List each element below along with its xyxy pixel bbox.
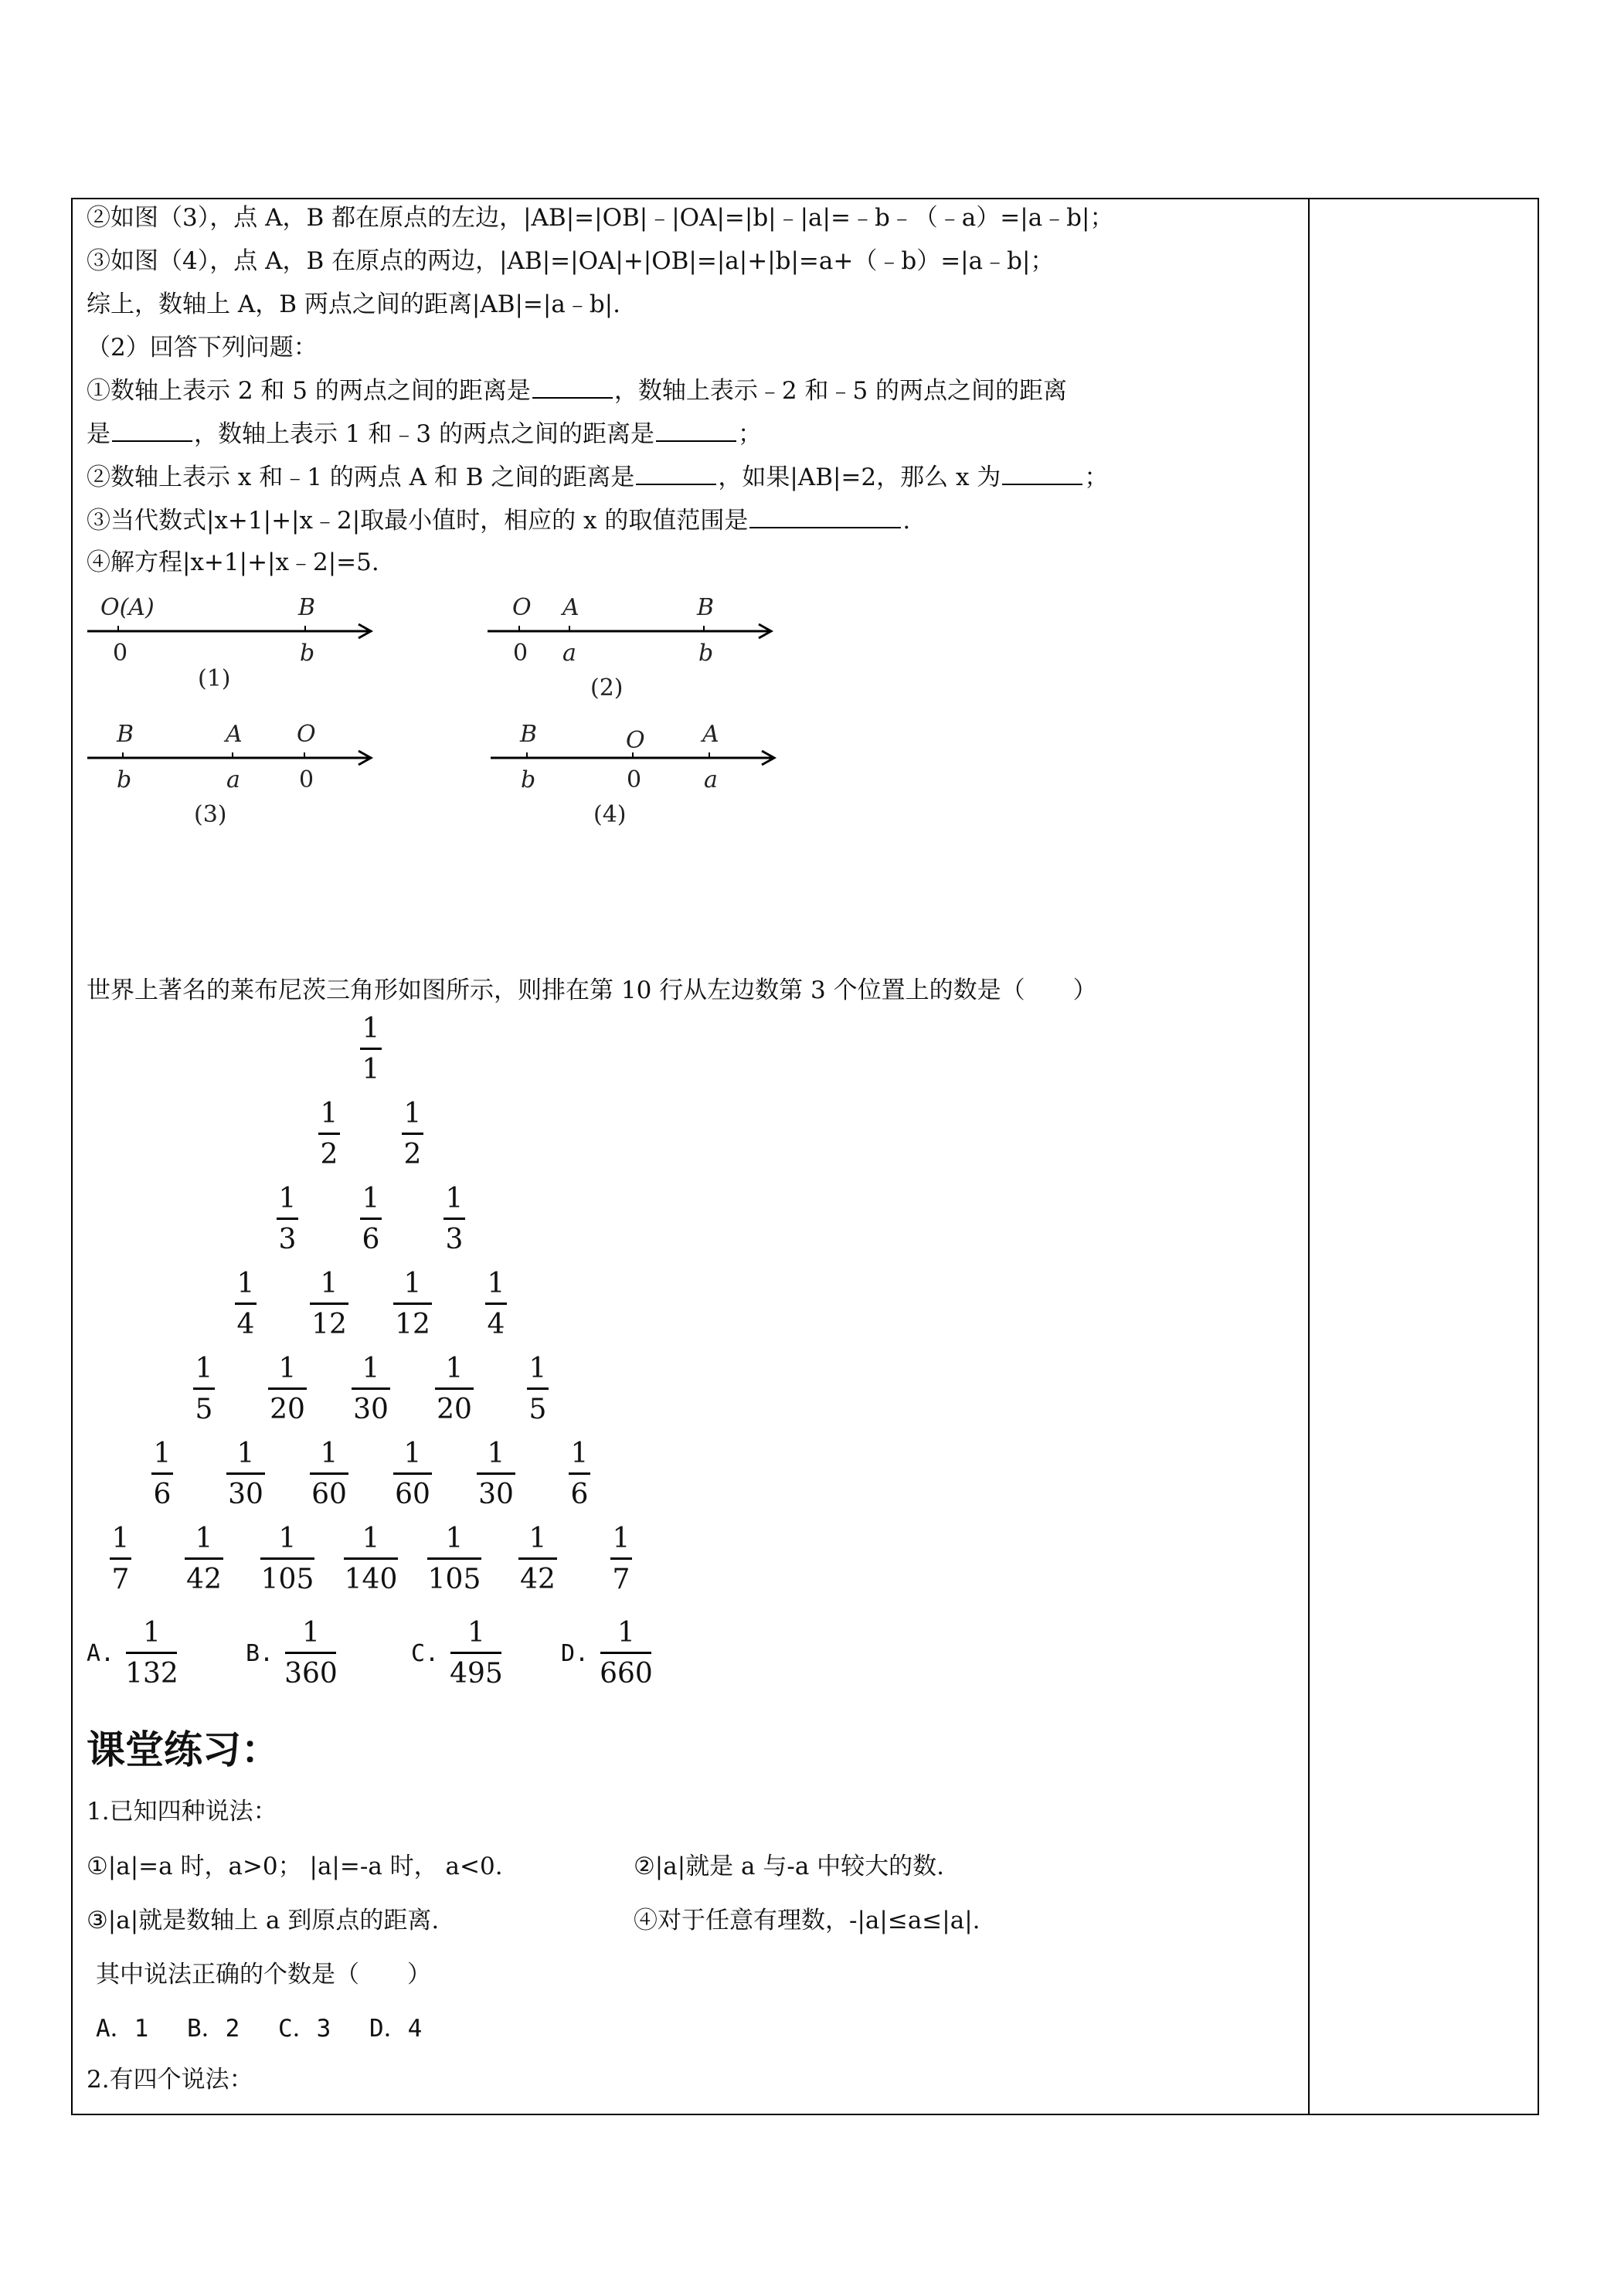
triangle-fraction bbox=[569, 1438, 590, 1510]
denominator: 4 bbox=[236, 1309, 255, 1340]
numerator: 1 bbox=[570, 1438, 589, 1469]
numerator: 1 bbox=[278, 1353, 297, 1384]
denominator: 2 bbox=[403, 1139, 422, 1170]
fraction-bar bbox=[126, 1652, 177, 1654]
value-label: b bbox=[117, 766, 132, 793]
triangle-fraction bbox=[518, 1523, 557, 1595]
denominator: 3 bbox=[278, 1224, 297, 1255]
fraction-bar bbox=[235, 1303, 257, 1305]
fraction bbox=[284, 1618, 338, 1690]
fraction-bar bbox=[393, 1303, 432, 1305]
q1-part-c: 是 bbox=[87, 420, 110, 448]
q2-part-c: ； bbox=[1084, 464, 1109, 491]
denominator: 60 bbox=[311, 1479, 347, 1510]
denominator: 6 bbox=[362, 1224, 380, 1255]
fraction-bar bbox=[600, 1652, 651, 1654]
numerator: 1 bbox=[362, 1353, 380, 1384]
fraction bbox=[600, 1618, 653, 1690]
denominator: 60 bbox=[395, 1479, 430, 1510]
denominator: 132 bbox=[125, 1658, 178, 1690]
triangle-fraction bbox=[344, 1523, 398, 1595]
numerator: 1 bbox=[528, 1523, 547, 1554]
fraction-bar bbox=[527, 1387, 549, 1390]
triangle-fraction bbox=[310, 1438, 348, 1510]
value-label: 0 bbox=[299, 766, 314, 793]
denominator: 5 bbox=[195, 1394, 213, 1425]
diagram-caption: (4) bbox=[593, 801, 627, 828]
fraction-bar bbox=[352, 1387, 390, 1390]
numerator: 1 bbox=[612, 1523, 630, 1554]
point-label: O bbox=[626, 727, 645, 754]
triangle-fraction bbox=[235, 1269, 257, 1340]
denominator: 20 bbox=[437, 1394, 472, 1425]
triangle-fraction bbox=[268, 1353, 307, 1425]
triangle-fraction bbox=[393, 1269, 432, 1340]
fraction-bar bbox=[360, 1048, 382, 1050]
answer-blank[interactable] bbox=[532, 374, 613, 399]
fraction-bar bbox=[569, 1472, 590, 1475]
numerator: 1 bbox=[320, 1098, 338, 1129]
fraction-bar bbox=[260, 1557, 314, 1560]
denominator: 660 bbox=[600, 1658, 653, 1690]
value-label: b bbox=[698, 640, 714, 667]
numerator: 1 bbox=[195, 1353, 213, 1384]
answer-blank[interactable] bbox=[636, 460, 716, 485]
option-label: D. bbox=[561, 1640, 590, 1667]
exercise-1-title: 1.已知四种说法： bbox=[87, 1798, 277, 1826]
denominator: 495 bbox=[450, 1658, 503, 1690]
option-c[interactable] bbox=[411, 1618, 503, 1690]
q1-part-d: ，数轴上表示 1 和﹣3 的两点之间的距离是 bbox=[194, 420, 655, 448]
fraction-bar bbox=[450, 1652, 501, 1654]
fraction-bar bbox=[435, 1387, 474, 1390]
denominator: 6 bbox=[153, 1479, 172, 1510]
point-label: A bbox=[226, 721, 243, 748]
denominator: 105 bbox=[260, 1564, 314, 1595]
fraction-bar bbox=[360, 1218, 382, 1220]
numerator: 1 bbox=[278, 1523, 297, 1554]
denominator: 7 bbox=[111, 1564, 130, 1595]
numerator: 1 bbox=[236, 1268, 255, 1299]
numerator: 1 bbox=[445, 1523, 464, 1554]
denominator: 1 bbox=[362, 1054, 380, 1085]
numerator: 1 bbox=[195, 1523, 213, 1554]
option-label: C. bbox=[411, 1640, 440, 1667]
fraction bbox=[125, 1618, 178, 1690]
section-heading: 课堂练习： bbox=[87, 1727, 280, 1772]
triangle-fraction bbox=[185, 1523, 223, 1595]
fraction-bar bbox=[443, 1218, 465, 1220]
fraction-bar bbox=[318, 1133, 340, 1135]
q1-part-a: ①数轴上表示 2 和 5 的两点之间的距离是 bbox=[87, 377, 531, 405]
denominator: 2 bbox=[320, 1139, 338, 1170]
point-label: B bbox=[520, 721, 538, 748]
value-label: 0 bbox=[113, 640, 128, 667]
value-label: a bbox=[226, 766, 240, 793]
numerator: 1 bbox=[403, 1438, 422, 1469]
value-label: b bbox=[521, 766, 536, 793]
numerator: 1 bbox=[617, 1617, 635, 1649]
value-label: b bbox=[300, 640, 315, 667]
denominator: 6 bbox=[570, 1479, 589, 1510]
numerator: 1 bbox=[403, 1098, 422, 1129]
fraction-bar bbox=[226, 1472, 265, 1475]
leibniz-question: 世界上著名的莱布尼茨三角形如图所示，则排在第 10 行从左边数第 3 个位置上的数是（ ） bbox=[87, 976, 1097, 1004]
text-line-2: ③如图（4），点 A，B 在原点的两边，|AB|=|OA|+|OB|=|a|+|b|=a+（﹣b）=|a﹣b|； bbox=[87, 247, 1055, 275]
diagram-caption: (1) bbox=[198, 665, 231, 692]
fraction-bar bbox=[402, 1133, 423, 1135]
fraction-bar bbox=[344, 1557, 398, 1560]
fraction-bar bbox=[477, 1472, 515, 1475]
denominator: 12 bbox=[311, 1309, 347, 1340]
numerator: 1 bbox=[278, 1183, 297, 1214]
option-d[interactable] bbox=[561, 1618, 653, 1690]
numerator: 1 bbox=[467, 1617, 485, 1649]
fraction-bar bbox=[110, 1557, 131, 1560]
triangle-fraction bbox=[477, 1438, 515, 1510]
numerator: 1 bbox=[320, 1438, 338, 1469]
value-label: 0 bbox=[513, 640, 528, 667]
numerator: 1 bbox=[403, 1268, 422, 1299]
question-1-line-2 bbox=[87, 417, 762, 450]
statement-2: ②|a|就是 a 与-a 中较大的数. bbox=[634, 1853, 945, 1880]
fraction-bar bbox=[518, 1557, 557, 1560]
denominator: 5 bbox=[528, 1394, 547, 1425]
question-3-line bbox=[87, 504, 910, 536]
triangle-fraction bbox=[193, 1353, 215, 1425]
numerator: 1 bbox=[362, 1013, 380, 1044]
numerator: 1 bbox=[302, 1617, 320, 1649]
fraction-bar bbox=[310, 1303, 348, 1305]
denominator: 140 bbox=[344, 1564, 398, 1595]
q1-part-e: ； bbox=[738, 420, 763, 448]
fraction-bar bbox=[610, 1557, 632, 1560]
exercise-prompt: 其中说法正确的个数是（ ） bbox=[96, 1961, 431, 1989]
number-line-diagram-3 bbox=[83, 714, 393, 837]
numerator: 1 bbox=[487, 1438, 505, 1469]
value-label: a bbox=[704, 766, 718, 793]
numerator: 1 bbox=[236, 1438, 255, 1469]
numerator: 1 bbox=[445, 1353, 464, 1384]
diagram-caption: (2) bbox=[590, 674, 624, 701]
answer-blank[interactable] bbox=[749, 504, 901, 528]
option-label: B. bbox=[246, 1640, 274, 1667]
numerator: 1 bbox=[528, 1353, 547, 1384]
text-line-1: ②如图（3），点 A，B 都在原点的左边，|AB|=|OB|﹣|OA|=|b|﹣|a|=﹣b﹣（﹣a）=|a﹣b|； bbox=[87, 204, 1114, 232]
q1-part-b: ，数轴上表示﹣2 和﹣5 的两点之间的距离 bbox=[613, 377, 1068, 405]
point-label: B bbox=[697, 594, 715, 621]
fraction-bar bbox=[151, 1472, 173, 1475]
question-1-line bbox=[87, 374, 1067, 406]
option-b[interactable] bbox=[246, 1618, 338, 1690]
statement-3: ③|a|就是数轴上 a 到原点的距离. bbox=[87, 1907, 440, 1934]
q3-part-a: ③当代数式|x+1|+|x﹣2|取最小值时，相应的 x 的取值范围是 bbox=[87, 507, 749, 535]
question-2-line bbox=[87, 460, 1108, 493]
value-label: a bbox=[562, 640, 576, 667]
q2-part-a: ②数轴上表示 x 和﹣1 的两点 A 和 B 之间的距离是 bbox=[87, 464, 635, 491]
q3-part-b: . bbox=[902, 507, 911, 535]
triangle-fraction bbox=[610, 1523, 632, 1595]
fraction-bar bbox=[310, 1472, 348, 1475]
denominator: 3 bbox=[445, 1224, 464, 1255]
column-divider bbox=[1308, 198, 1310, 2115]
text-line-3: 综上，数轴上 A，B 两点之间的距离|AB|=|a﹣b|. bbox=[87, 290, 620, 318]
point-label: B bbox=[298, 594, 316, 621]
triangle-fraction bbox=[352, 1353, 390, 1425]
exercise-2-title: 2.有四个说法： bbox=[87, 2066, 253, 2094]
triangle-fraction bbox=[485, 1269, 507, 1340]
option-a[interactable] bbox=[87, 1618, 178, 1690]
point-label: O bbox=[297, 721, 316, 748]
value-label: 0 bbox=[627, 766, 642, 793]
denominator: 42 bbox=[520, 1564, 556, 1595]
diagram-caption: (3) bbox=[194, 801, 227, 828]
numerator: 1 bbox=[362, 1523, 380, 1554]
numerator: 1 bbox=[143, 1617, 161, 1649]
fraction-bar bbox=[485, 1303, 507, 1305]
triangle-fraction bbox=[393, 1438, 432, 1510]
point-label: O bbox=[512, 594, 532, 621]
fraction-bar bbox=[427, 1557, 481, 1560]
fraction-bar bbox=[185, 1557, 223, 1560]
numerator: 1 bbox=[362, 1183, 380, 1214]
answer-blank[interactable] bbox=[656, 417, 736, 442]
fraction-bar bbox=[268, 1387, 307, 1390]
question-4-line: ④解方程|x+1|+|x﹣2|=5. bbox=[87, 549, 379, 576]
denominator: 360 bbox=[284, 1658, 338, 1690]
numerator: 1 bbox=[445, 1183, 464, 1214]
number-line-diagram-1 bbox=[83, 587, 393, 711]
denominator: 20 bbox=[270, 1394, 305, 1425]
triangle-fraction bbox=[402, 1099, 423, 1170]
number-line-diagram-2 bbox=[484, 587, 793, 711]
denominator: 30 bbox=[228, 1479, 263, 1510]
triangle-fraction bbox=[277, 1184, 298, 1255]
denominator: 4 bbox=[487, 1309, 505, 1340]
triangle-fraction bbox=[527, 1353, 549, 1425]
fraction-bar bbox=[285, 1652, 336, 1654]
point-label: B bbox=[117, 721, 134, 748]
triangle-fraction bbox=[110, 1523, 131, 1595]
triangle-fraction bbox=[427, 1523, 481, 1595]
answer-blank[interactable] bbox=[112, 417, 192, 442]
numerator: 1 bbox=[111, 1523, 130, 1554]
denominator: 105 bbox=[427, 1564, 481, 1595]
fraction-bar bbox=[393, 1472, 432, 1475]
statement-4: ④对于任意有理数，-|a|≤a≤|a|. bbox=[634, 1907, 980, 1934]
triangle-fraction bbox=[151, 1438, 173, 1510]
statement-1: ①|a|=a 时，a>0； |a|=-a 时， a<0. bbox=[87, 1853, 503, 1880]
answer-blank[interactable] bbox=[1002, 460, 1082, 485]
denominator: 12 bbox=[395, 1309, 430, 1340]
number-line-diagram-4 bbox=[487, 714, 796, 837]
numerator: 1 bbox=[487, 1268, 505, 1299]
triangle-fraction bbox=[310, 1269, 348, 1340]
triangle-fraction bbox=[360, 1184, 382, 1255]
fraction bbox=[450, 1618, 503, 1690]
triangle-fraction bbox=[260, 1523, 314, 1595]
point-label: A bbox=[702, 721, 719, 748]
denominator: 7 bbox=[612, 1564, 630, 1595]
exercise-choices: A．1 B．2 C．3 D．4 bbox=[96, 2015, 423, 2043]
denominator: 30 bbox=[353, 1394, 389, 1425]
point-label: O(A) bbox=[100, 594, 155, 621]
point-label: A bbox=[562, 594, 579, 621]
denominator: 30 bbox=[478, 1479, 514, 1510]
numerator: 1 bbox=[153, 1438, 172, 1469]
fraction-bar bbox=[277, 1218, 298, 1220]
numerator: 1 bbox=[320, 1268, 338, 1299]
triangle-fraction bbox=[226, 1438, 265, 1510]
fraction-bar bbox=[193, 1387, 215, 1390]
triangle-fraction bbox=[318, 1099, 340, 1170]
option-label: A. bbox=[87, 1640, 115, 1667]
triangle-fraction bbox=[443, 1184, 465, 1255]
triangle-fraction bbox=[435, 1353, 474, 1425]
denominator: 42 bbox=[186, 1564, 222, 1595]
triangle-fraction bbox=[360, 1014, 382, 1085]
q2-part-b: ，如果|AB|=2，那么 x 为 bbox=[718, 464, 1001, 491]
text-line-4: （2）回答下列问题： bbox=[87, 334, 318, 362]
